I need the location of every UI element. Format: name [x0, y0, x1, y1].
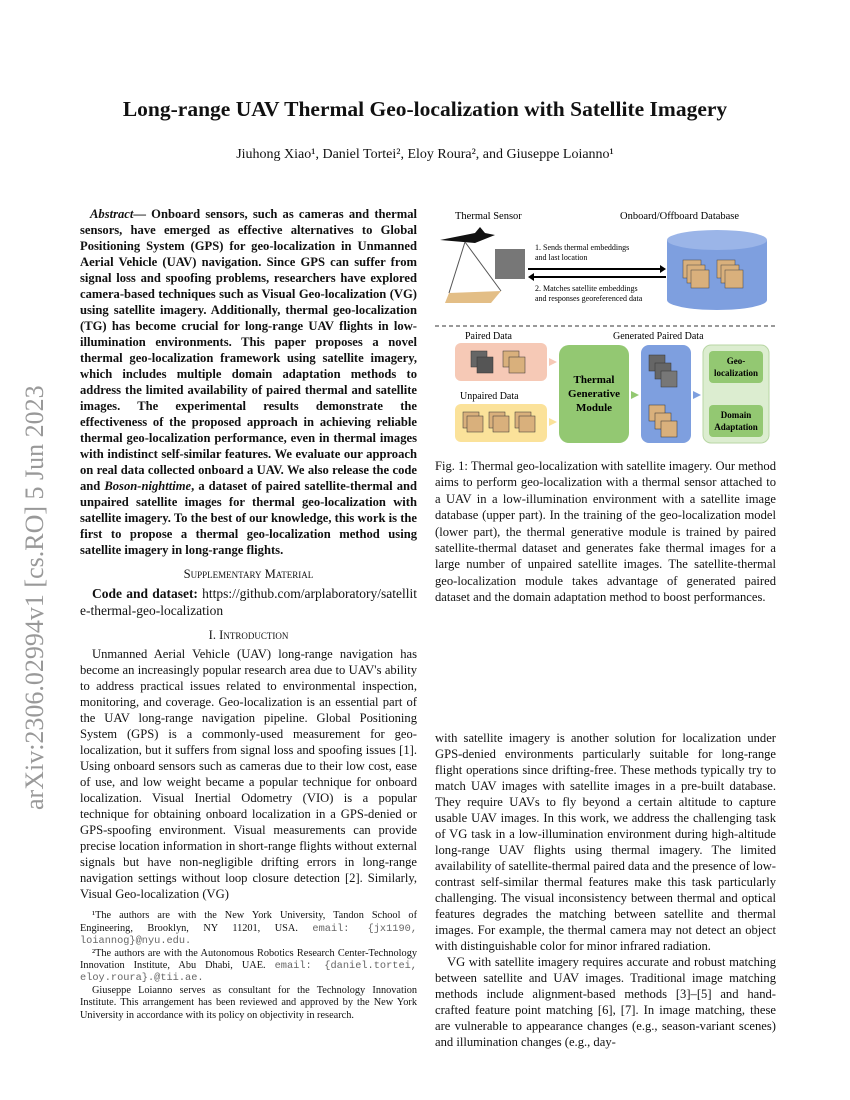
abstract-text-end: , a dataset of paired satellite-thermal and unpaired satellite images for thermal geo-localization with satellite imagery. To the best of our knowledge, this work is the first to propose a thermal geo-localization method using satellite imagery in long-range flights.	[80, 479, 417, 557]
abstract-label: Abstract	[90, 207, 134, 221]
label-database: Onboard/Offboard Database	[620, 211, 740, 222]
section-heading-introduction: I. Introduction	[208, 628, 289, 642]
footnote-3: Giuseppe Loianno serves as consultant for the Technology Innovation Institute. This arrangement has been reviewed and approved by the New York University in accordance with its policy on objectivity in research.	[80, 984, 417, 1021]
label-generated-paired-data: Generated Paired Data	[613, 331, 704, 342]
footnote-1	[80, 910, 417, 947]
abstract	[80, 206, 417, 558]
abstract-text: — Onboard sensors, such as cameras and thermal sensors, have emerged as effective alternatives to Global Positioning System (GPS) for geo-localization in Unmanned Aerial Vehicle (UAV) navigation. Since GPS can suffer from signal loss and spoofing problems, researchers have explored camera-based techniques such as Visual Geo-localization (VG) using satellite imagery. Additionally, thermal geo-localization (TG) has become crucial for long-range UAV flights in low-illumination environments. This paper proposes a novel thermal geo-localization framework using satellite imagery, which includes multiple domain adaptation methods to address the limited availability of paired thermal and satellite images. The experimental results demonstrate the effectiveness of the proposed approach in achieving reliable thermal geo-localization performance, even in thermal images with indistinct self-similar features. We evaluate our approach on real data collected onboard a UAV. We also release the code and	[80, 207, 417, 493]
footnote-1-email: email: {jx1190, loiannog}@nyu.edu.	[80, 922, 418, 948]
sensor-ray	[449, 242, 465, 293]
arrow2-label-line1: 2. Matches satellite embeddings	[535, 284, 638, 293]
body-paragraph: with satellite imagery is another solution for localization under GPS-denied environments particularly suitable for long-range flight operations since drifting-free. These methods typically try to match UAV images with satellite images in a pre-built database. They require UAVs to fly beyond a certain altitude to capture usable UAV images. In this work, we address the challenging task of VG task in a low-illumination environment during high-altitude long-range UAV flights using thermal imagery. The limited availability of satellite-thermal paired data and the presence of low-contrast self-similar thermal features make this task particularly challenging. The visual inconsistency between thermal and optical features degrades the matching between satellite and thermal images. For example, the thermal camera may not detect an object with distinguishable color for minor infrared radiation.	[435, 731, 776, 953]
arrow1-label-line2: and last location	[535, 253, 588, 262]
arrow-icon	[693, 391, 701, 399]
label-paired-data: Paired Data	[465, 331, 512, 342]
code-link[interactable]: https://github.com/arplaboratory/satellite-thermal-geo-localization	[80, 586, 417, 618]
code-label: Code and dataset:	[92, 586, 198, 601]
left-column-wrapper	[80, 206, 417, 1022]
right-column-body	[435, 730, 776, 1050]
author-list: Jiuhong Xiao¹, Daniel Tortei², Eloy Roura², and Giuseppe Loianno¹	[236, 147, 614, 162]
module-label-line2: Generative	[568, 388, 620, 400]
section-heading-supplementary: Supplementary Material	[183, 567, 314, 581]
figure-caption: Fig. 1: Thermal geo-localization with satellite imagery. Our method aims to perform geo-localization with a thermal sensor attached to a UAV in a low-illumination environment with a satellite image database (upper part). In the training of the geo-localization model (lower part), the thermal generative module is trained by paired satellite-thermal dataset and generates fake thermal images for a large number of unpaired satellite images. The satellite-thermal geo-localization module takes advantage of generated paired dataset and the domain adaptation method to boost performances.	[435, 459, 776, 605]
ground-footprint	[445, 291, 501, 303]
arrow-icon	[549, 418, 557, 426]
module-label-line3: Module	[575, 402, 613, 414]
geo-label-line1: Geo-	[726, 356, 746, 366]
figure-1	[435, 205, 775, 450]
arrow1-label-line1: 1. Sends thermal embeddings	[535, 243, 630, 252]
label-thermal-sensor: Thermal Sensor	[455, 211, 522, 222]
database-cylinder-icon	[667, 230, 767, 310]
arrowhead-icon	[660, 265, 666, 273]
thermal-image-icon	[495, 249, 525, 279]
geo-label-line2: localization	[714, 368, 758, 378]
code-dataset	[80, 585, 417, 619]
footnote-1-text: ¹The authors are with the New York University, Tandon School of Engineering, Brooklyn, NY 11201, USA.	[80, 910, 417, 934]
arrow2-label-line2: and responses georeferenced data	[535, 294, 643, 303]
module-label-line1: Thermal	[573, 374, 615, 386]
arrow-icon	[549, 358, 557, 366]
footnote-2-email: email: {daniel.tortei, eloy.roura}.@tii.ae.	[80, 959, 417, 985]
footnote-2-text: ²The authors are with the Autonomous Robotics Research Center-Technology Innovation Institute, Abu Dhabi, UAE.	[80, 947, 417, 971]
right-column-wrapper	[435, 205, 776, 1050]
label-unpaired-data: Unpaired Data	[460, 391, 519, 402]
arxiv-identifier[interactable]: arXiv:2306.02994v1 [cs.RO] 5 Jun 2023	[20, 385, 49, 810]
paired-data-box	[455, 343, 547, 381]
paper-title: Long-range UAV Thermal Geo-localization with Satellite Imagery	[122, 97, 728, 121]
arrow-icon	[631, 391, 639, 399]
footnote-2	[80, 948, 417, 985]
body-paragraph: VG with satellite imagery requires accurate and robust matching between satellite and UAV images. Traditional image matching methods include alignment-based methods [3]–[5] and hand-crafted feature point matching [6], [7]. In image matching, these are vulnerable to appearance changes (e.g., season-variant scenes) and illumination changes (e.g., day-	[435, 955, 776, 1049]
da-label-line2: Adaptation	[714, 422, 758, 432]
footnotes	[80, 902, 417, 1022]
intro-paragraph: Unmanned Aerial Vehicle (UAV) long-range navigation has become an increasingly popular research area due to UAV's ability to address practical issues related to environmental inspection, monitoring, and coverage. Geo-localization is an essential part of the UAV long-range navigation pipeline. Global Positioning System (GPS) is a commonly-used measurement for geo-localization, but it suffers from signal loss and spoofing issues [1]. Using onboard sensors such as cameras due to their low cost, ease of use, and low weight became a popular technique for onboard localization. Visual Inertial Odometry (VIO) is a popular technique for obtaining onboard localization in a GPS-denied or GPS-spoofing environment. Visual measurements can provide precise location information in short-range flights without external signals but have non-negligible drifting errors in long-range navigation settings without loop closure detection [2]. Similarly, Visual Geo-localization (VG)	[80, 647, 417, 901]
da-label-line1: Domain	[720, 410, 752, 420]
left-column	[80, 206, 417, 902]
unpaired-images-icon	[463, 412, 535, 432]
uav-icon	[440, 227, 495, 243]
arrowhead-icon	[528, 273, 534, 281]
dataset-name: Boson-nighttime	[104, 479, 192, 493]
